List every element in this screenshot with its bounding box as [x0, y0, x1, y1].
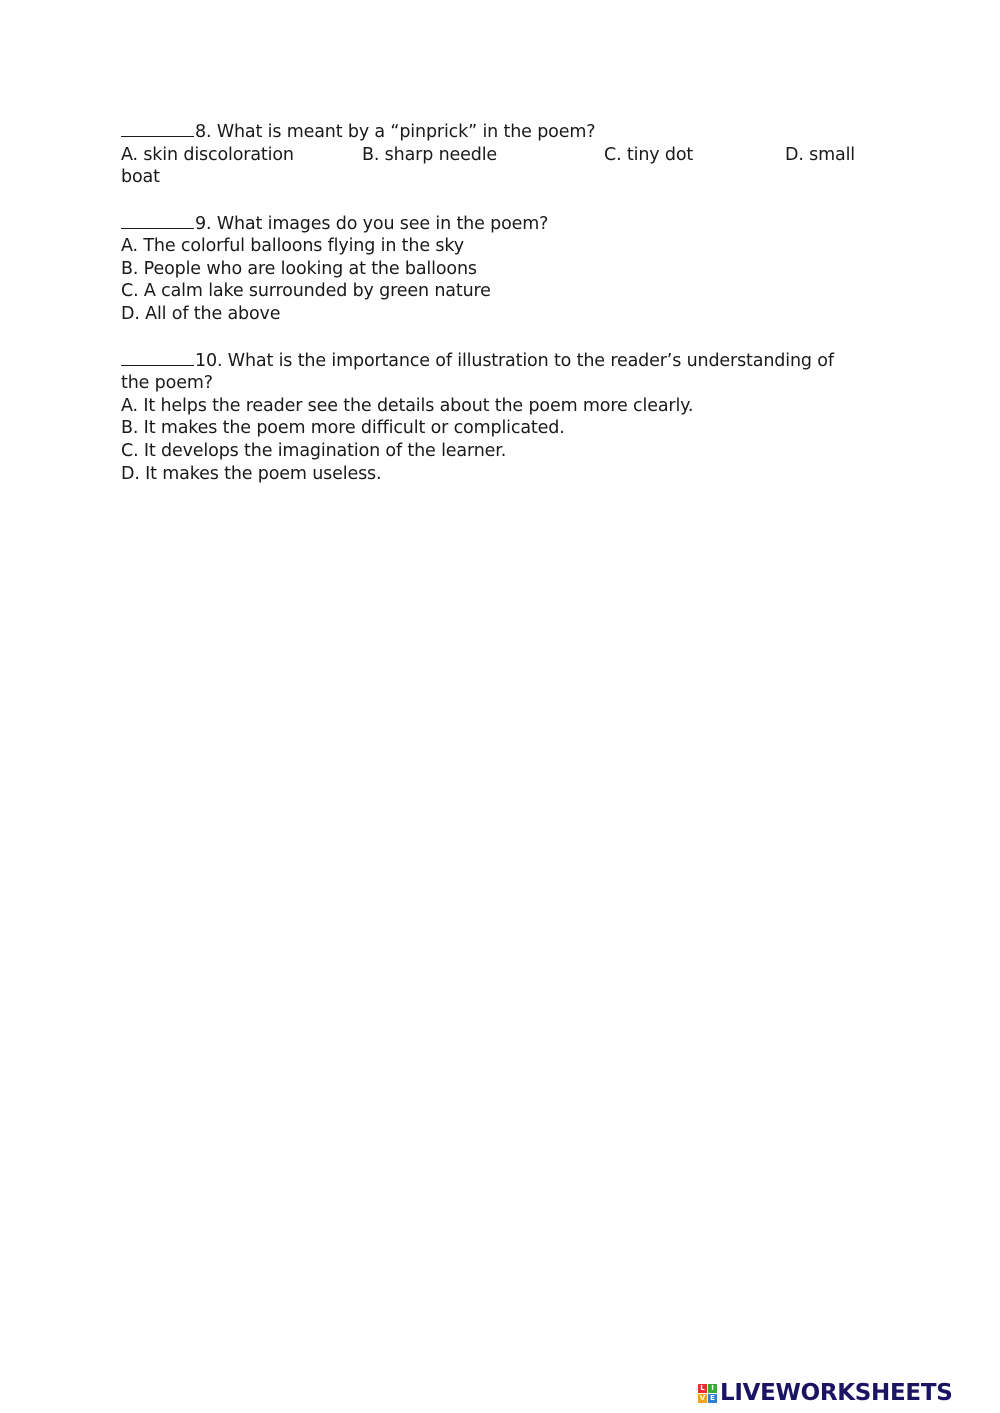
- answer-blank[interactable]: [121, 119, 194, 137]
- question-text: What is meant by a “pinprick” in the poem?: [211, 122, 596, 142]
- options-list: [121, 144, 861, 189]
- option-b: B. It makes the poem more difficult or complicated.: [121, 418, 565, 439]
- question-8: [121, 119, 861, 189]
- question-number: 8.: [195, 122, 212, 142]
- option-d: D. small: [785, 144, 856, 165]
- option-d: D. All of the above: [121, 303, 281, 324]
- option-a: A. skin discoloration: [121, 144, 294, 165]
- logo-letter-i: I: [708, 1384, 717, 1393]
- question-9: [121, 211, 861, 326]
- question-stem: [121, 348, 861, 395]
- liveworksheets-logo: [698, 1378, 952, 1408]
- answer-blank[interactable]: [121, 211, 194, 229]
- option-a: A. The colorful balloons flying in the sky: [121, 236, 464, 257]
- logo-letter-e: E: [708, 1394, 717, 1403]
- logo-text: LIVEWORKSHEETS: [720, 1380, 953, 1406]
- logo-letter-v: V: [699, 1393, 706, 1402]
- logo-letter-l: L: [698, 1384, 707, 1393]
- option-c: C. A calm lake surrounded by green nature: [121, 281, 491, 302]
- answer-blank[interactable]: [121, 348, 194, 366]
- option-c: C. It develops the imagination of the learner.: [121, 440, 507, 461]
- option-a: A. It helps the reader see the details about the poem more clearly.: [121, 395, 694, 416]
- option-d-wrap: boat: [121, 167, 160, 188]
- option-b: B. sharp needle: [362, 144, 498, 165]
- question-stem: [121, 119, 861, 144]
- question-10: [121, 348, 861, 486]
- option-b: B. People who are looking at the balloons: [121, 258, 477, 279]
- option-c: C. tiny dot: [604, 144, 694, 165]
- option-d: D. It makes the poem useless.: [121, 463, 382, 484]
- logo-icon: [698, 1384, 717, 1403]
- question-number: 9.: [195, 213, 212, 234]
- question-number: 10.: [195, 350, 223, 371]
- question-text: What images do you see in the poem?: [211, 213, 549, 234]
- question-stem: [121, 211, 861, 236]
- worksheet: [121, 119, 861, 507]
- question-text: What is the importance of illustration to the reader’s understanding of the poem?: [121, 350, 834, 394]
